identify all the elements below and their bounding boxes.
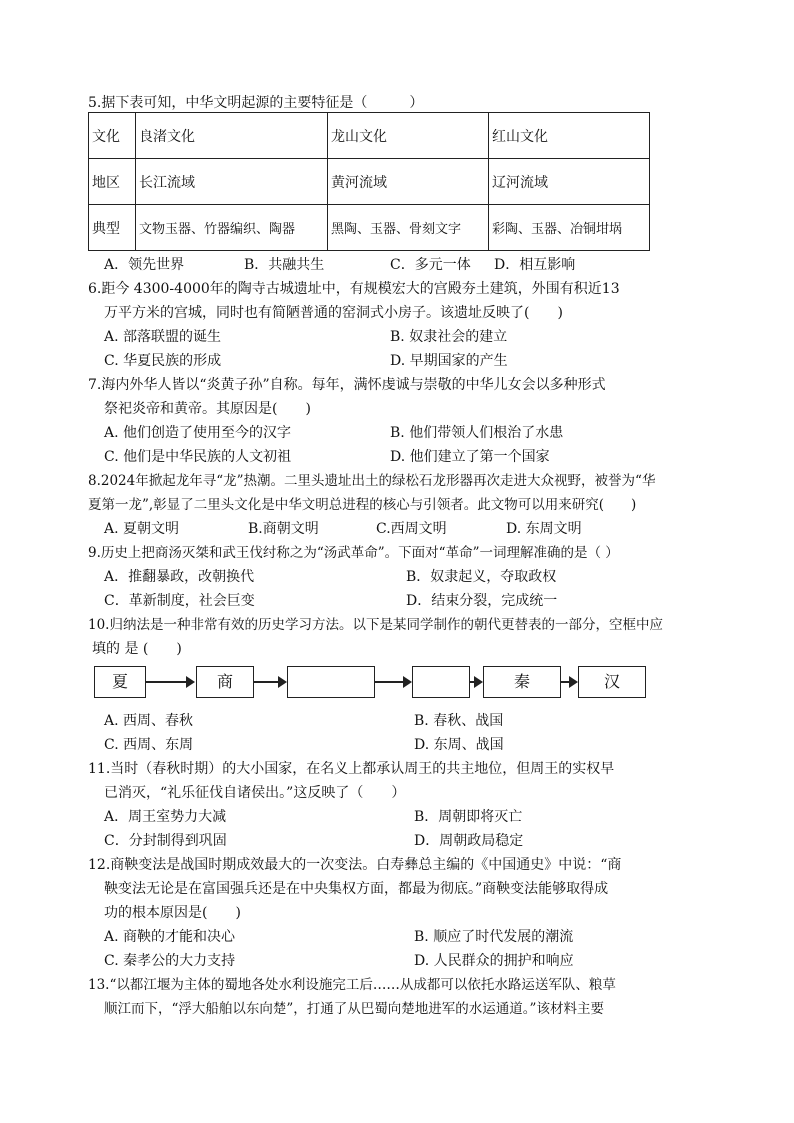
q6-option-c: C. 华夏民族的形成 (104, 353, 222, 369)
flow-arrow-head (569, 676, 578, 688)
q5-option-b: B．共融共生 (244, 257, 325, 273)
table-cell: 黄河流域 (328, 159, 489, 205)
q9-option-c: C．革新制度，社会巨变 (104, 593, 255, 609)
q7-stem-line-2: 祭祀炎帝和黄帝。其原因是( ) (104, 401, 311, 417)
q7-option-a: A. 他们创造了使用至今的汉字 (104, 425, 292, 441)
q10-option-d: D. 东周、战国 (414, 737, 504, 753)
table-cell: 彩陶、玉器、冶铜坩埚 (489, 205, 650, 251)
q9-option-d: D．结束分裂，完成统一 (406, 593, 558, 609)
q9-stem: 9.历史上把商汤灭桀和武王伐纣称之为“汤武革命”。下面对“革命”一词理解准确的是（ ） (88, 545, 619, 561)
flow-arrow-head (278, 676, 287, 688)
q7-stem-line-1: 7.海内外华人皆以“炎黄子孙”自称。每年，满怀虔诚与崇敬的中华儿女会以多种形式 (88, 377, 606, 393)
q11-stem-line-2: 已消灭，“礼乐征伐自诸侯出。”这反映了（ ） (104, 785, 406, 801)
q12-stem-line-3: 功的根本原因是( ) (104, 905, 241, 921)
q5-option-d: D．相互影响 (494, 257, 576, 273)
q7-option-b: B. 他们带领人们根治了水患 (390, 425, 564, 441)
flow-arrow (375, 681, 406, 683)
q8-stem-line-2: 夏第一龙”,彰显了二里头文化是中华文明总进程的核心与引领者。此文物可以用来研究( ) (88, 497, 637, 513)
q12-option-c: C. 秦孝公的大力支持 (104, 953, 236, 969)
flow-arrow-head (474, 676, 483, 688)
q7-option-d: D. 他们建立了第一个国家 (390, 449, 550, 465)
flow-box-shang: 商 (196, 666, 254, 698)
q8-option-a: A. 夏朝文明 (104, 521, 180, 537)
q7-option-c: C. 他们是中华民族的人文初祖 (104, 449, 292, 465)
q6-stem-line-2: 万平方米的宫城，同时也有简陋普通的窑洞式小房子。该遗址反映了( ) (104, 305, 563, 321)
flow-arrow (254, 681, 281, 683)
table-cell: 长江流域 (136, 159, 328, 205)
q12-stem-line-2: 鞅变法无论是在富国强兵还是在中央集权方面，都最为彻底。”商鞅变法能够取得成 (104, 881, 609, 897)
q8-stem-line-1: 8.2024年掀起龙年寻“龙”热潮。二里头遗址出土的绿松石龙形器再次走进大众视野，被誉为“华 (88, 473, 656, 489)
q6-option-a: A. 部落联盟的诞生 (104, 329, 222, 345)
flow-arrow-head (186, 676, 195, 688)
q10-stem-line-2: 填的 是 ( ) (92, 641, 182, 657)
q6-stem-line-1: 6.距今 4300-4000年的陶寺古城遗址中，有规模宏大的宫殿夯土建筑，外围有积近13 (88, 281, 620, 297)
table-cell: 红山文化 (489, 113, 650, 159)
q8-option-b: B.商朝文明 (248, 521, 319, 537)
flow-box-qin: 秦 (483, 666, 561, 698)
q8-option-d: D. 东周文明 (506, 521, 582, 537)
q10-option-c: C. 西周、东周 (104, 737, 194, 753)
q11-option-d: D．周朝政局稳定 (414, 833, 524, 849)
table-cell: 文物玉器、竹器编织、陶器 (136, 205, 328, 251)
table-cell: 黑陶、玉器、骨刻文字 (328, 205, 489, 251)
q9-option-b: B．奴隶起义，夺取政权 (406, 569, 557, 585)
q10-option-b: B. 春秋、战国 (414, 713, 504, 729)
q11-option-a: A．周王室势力大减 (104, 809, 227, 825)
q12-option-a: A. 商鞅的才能和决心 (104, 929, 236, 945)
q10-stem-line-1: 10.归纳法是一种非常有效的历史学习方法。以下是某同学制作的朝代更替表的一部分，空框中应 (88, 617, 663, 633)
q10-option-a: A. 西周、春秋 (104, 713, 194, 729)
q11-option-b: B．周朝即将灭亡 (414, 809, 523, 825)
q5-stem: 5.据下表可知，中华文明起源的主要特征是（ ） (88, 95, 424, 111)
table-cell: 龙山文化 (328, 113, 489, 159)
flow-box-han: 汉 (578, 666, 646, 698)
culture-table (88, 112, 650, 251)
flow-arrow (146, 681, 189, 683)
table-row (89, 113, 650, 159)
table-cell: 典型 (89, 205, 136, 251)
flow-box-blank-2 (412, 666, 470, 698)
table-cell: 文化 (89, 113, 136, 159)
q6-option-d: D. 早期国家的产生 (390, 353, 508, 369)
q12-stem-line-1: 12.商鞅变法是战国时期成效最大的一次变法。白寿彝总主编的《中国通史》中说：“商 (88, 857, 622, 873)
q5-option-c: C．多元一体 (390, 257, 471, 273)
q12-option-d: D. 人民群众的拥护和响应 (414, 953, 574, 969)
q5-option-a: A．领先世界 (104, 257, 185, 273)
table-cell: 良渚文化 (136, 113, 328, 159)
q12-option-b: B. 顺应了时代发展的潮流 (414, 929, 574, 945)
q11-stem-line-1: 11.当时（春秋时期）的大小国家，在名义上都承认周王的共主地位，但周王的实权早 (88, 761, 615, 777)
flow-box-blank-1 (287, 666, 375, 698)
flow-box-xia: 夏 (94, 666, 146, 698)
q6-option-b: B. 奴隶社会的建立 (390, 329, 508, 345)
flow-arrow-head (403, 676, 412, 688)
q13-stem-line-2: 顺江而下，“浮大船舶以东向楚”，打通了从巴蜀向楚地进军的水运通道。”该材料主要 (104, 1001, 604, 1017)
table-cell: 辽河流域 (489, 159, 650, 205)
table-cell: 地区 (89, 159, 136, 205)
table-row (89, 159, 650, 205)
q8-option-c: C.西周文明 (376, 521, 447, 537)
q9-option-a: A．推翻暴政，改朝换代 (104, 569, 255, 585)
q13-stem-line-1: 13.“以都江堰为主体的蜀地各处水利设施完工后……从成都可以依托水路运送军队、粮草 (88, 977, 616, 993)
q11-option-c: C．分封制得到巩固 (104, 833, 227, 849)
table-row (89, 205, 650, 251)
